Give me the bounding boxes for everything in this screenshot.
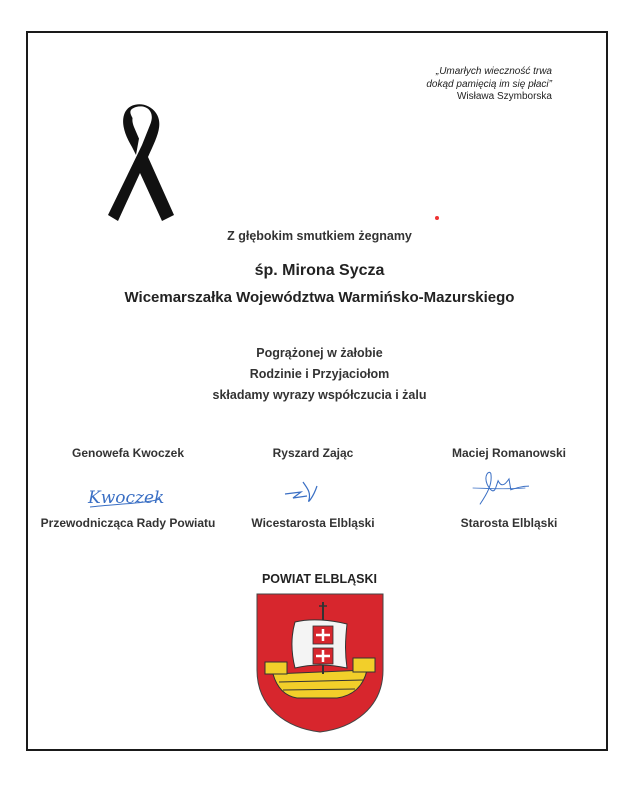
deceased-position: Wicemarszałka Województwa Warmińsko-Mazurskiego [124,289,515,306]
signatory-1-role: Przewodnicząca Rady Powiatu [40,516,216,530]
county-title: POWIAT ELBLĄSKI [261,572,378,586]
signatory-3-role: Starosta Elbląski [460,516,558,530]
accent-dot [435,216,439,220]
intro-line: Z głębokim smutkiem żegnamy [227,229,412,243]
deceased-name: śp. Mirona Sycza [254,262,385,279]
signatory-2-role: Wicestarosta Elbląski [251,516,375,530]
condolence-line-3: składamy wyrazy współczucia i żalu [212,388,427,402]
signature-3 [409,468,609,508]
signatory-1-name: Genowefa Kwoczek [71,446,185,460]
coat-of-arms-icon [255,592,385,734]
signature-1-text: Kwoczek [88,488,165,508]
signatory-2-name: Ryszard Zając [272,446,354,460]
condolence-line-2: Rodzinie i Przyjaciołom [249,367,390,381]
quote-line-2: dokąd pamięcią im się płaci” [426,78,552,90]
mourning-ribbon-icon [90,103,190,228]
signatory-3-name: Maciej Romanowski [451,446,567,460]
quote-line-1: „Umarłych wieczność trwa [435,66,552,77]
signature-1 [28,477,228,517]
signature-2 [213,472,413,512]
condolence-line-1: Pogrążonej w żałobie [256,346,383,360]
epigraph-quote [362,66,552,104]
quote-author: Wisława Szymborska [456,91,552,102]
